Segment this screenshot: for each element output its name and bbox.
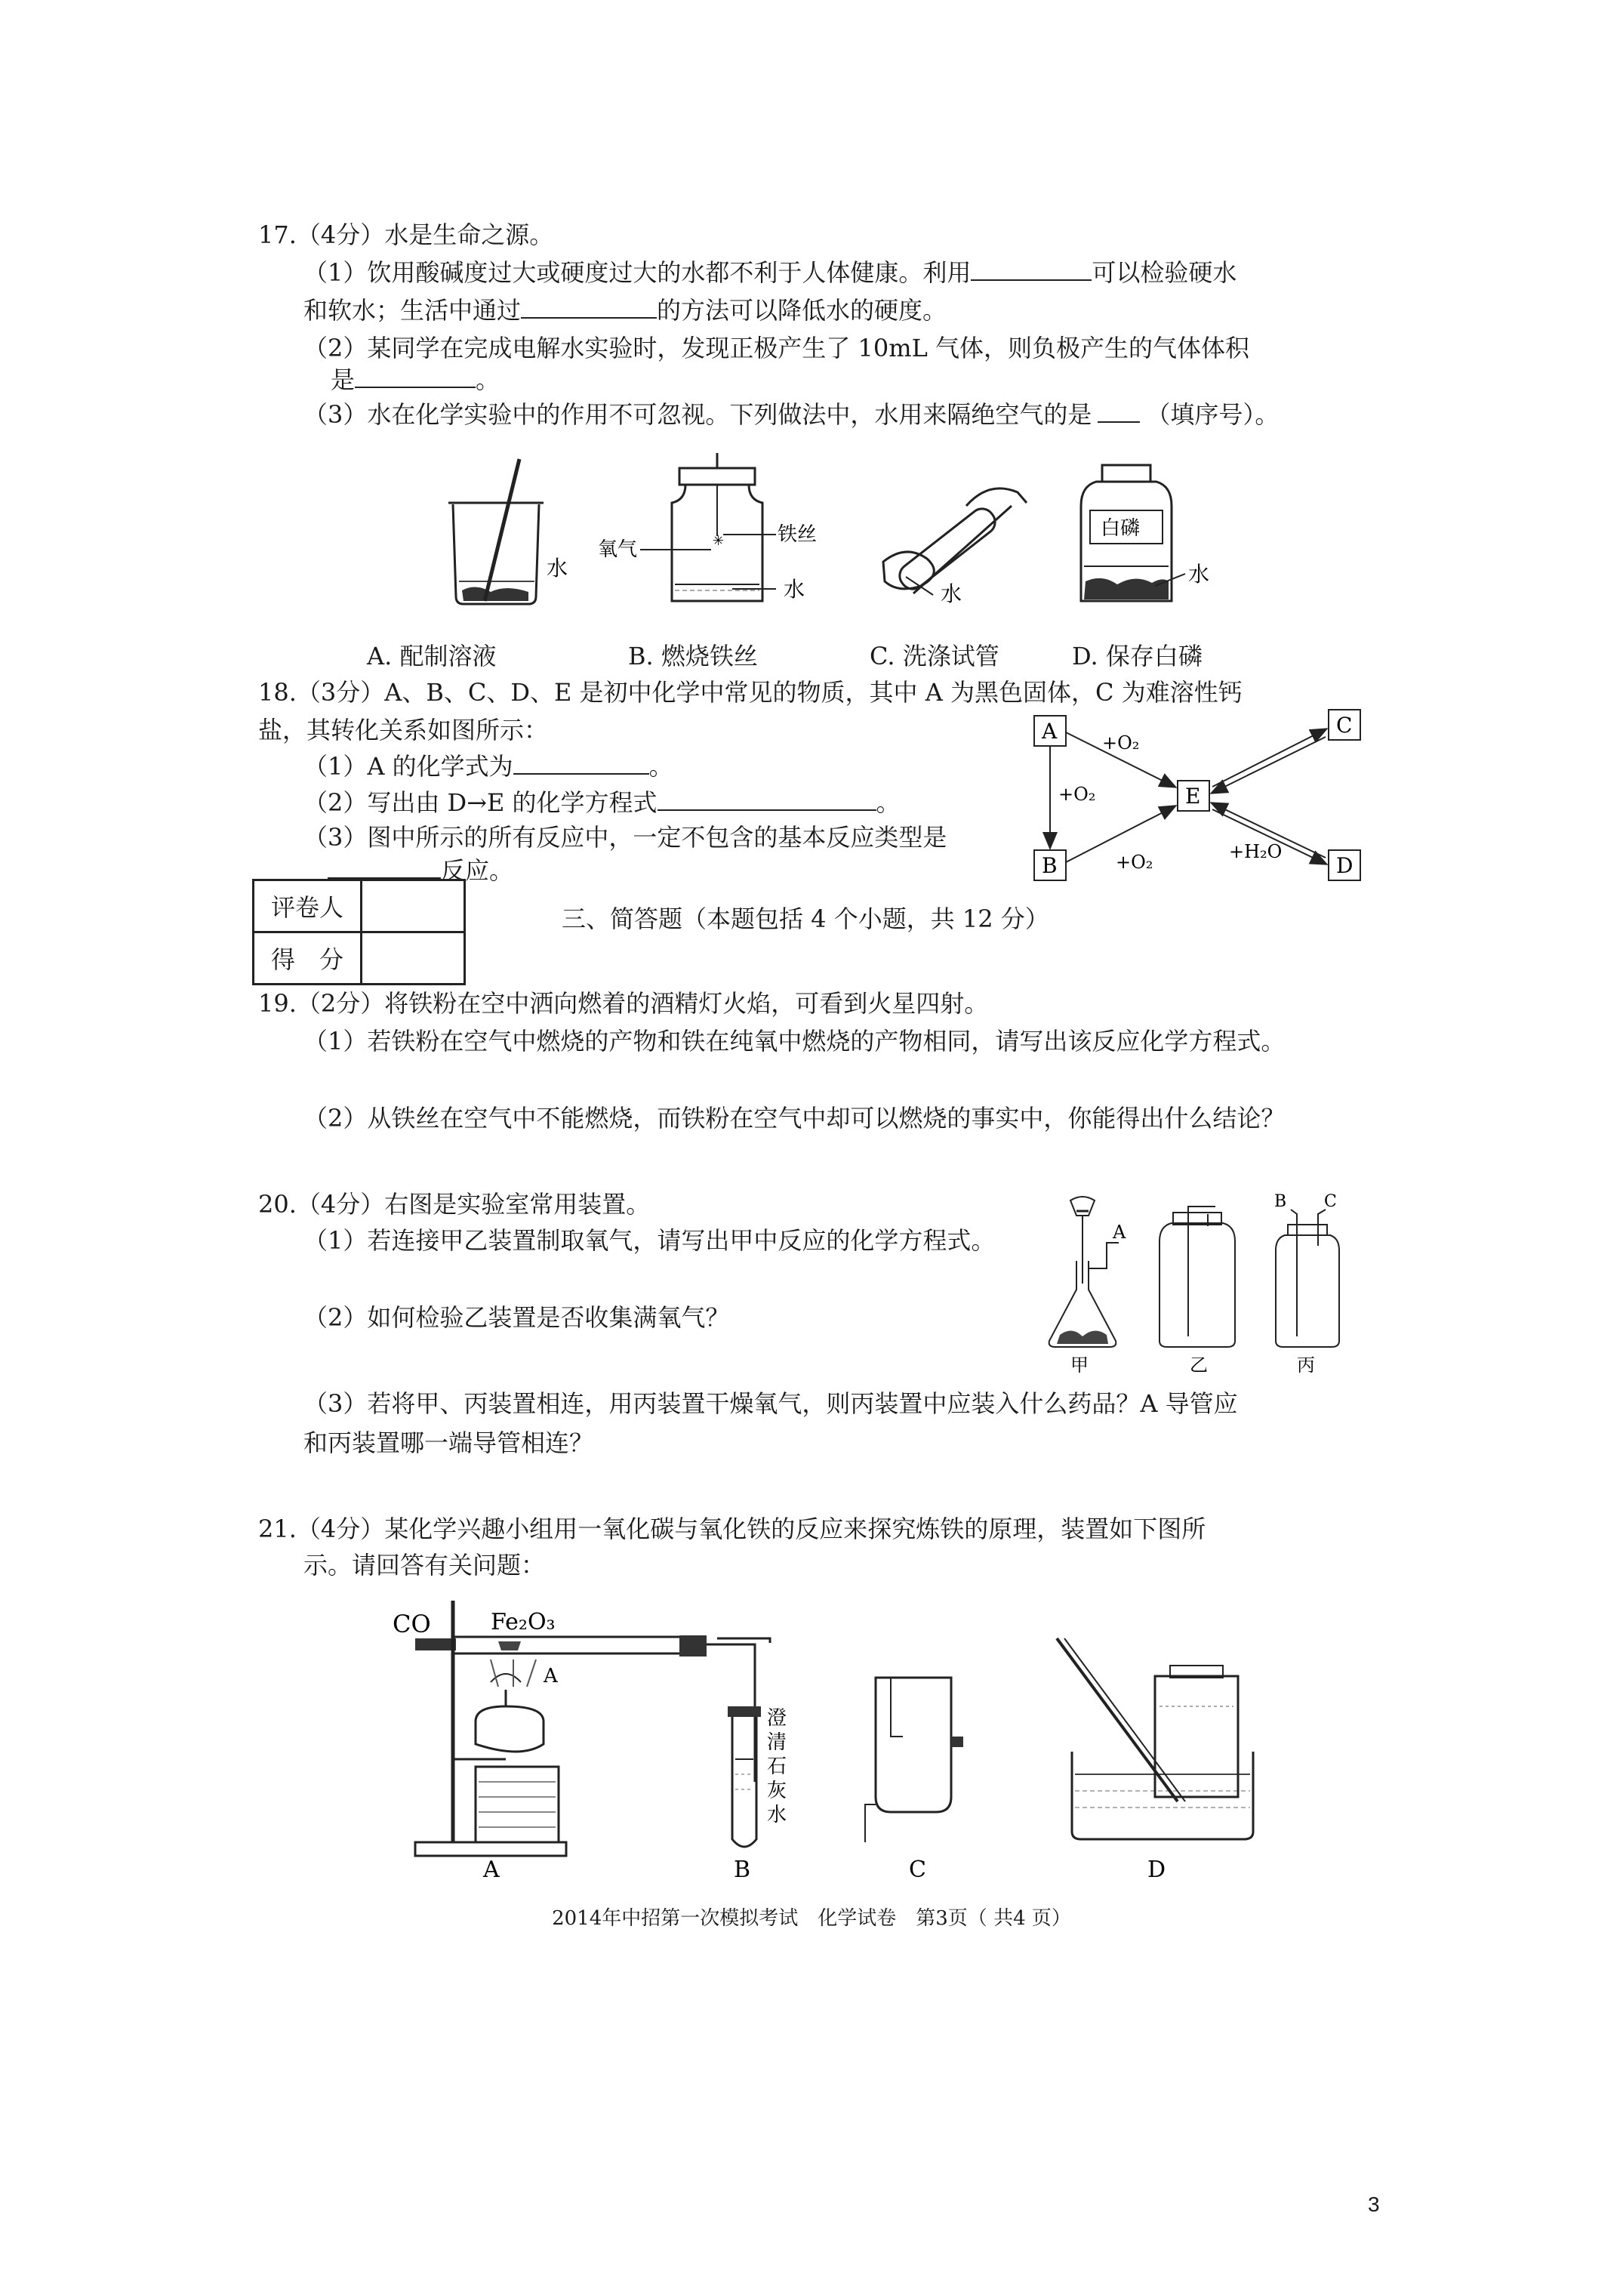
- score-label: 得 分: [254, 932, 362, 985]
- q18-part1: [303, 749, 673, 784]
- water-label: 水: [784, 577, 805, 602]
- section-3-heading: 三、简答题（本题包括 4 个小题，共 12 分）: [562, 905, 1049, 933]
- label-o2: +O₂: [1102, 732, 1140, 754]
- page-number: 3: [1368, 2193, 1380, 2216]
- reagent-bottle-figure: [1081, 465, 1209, 601]
- flask-jia: [1049, 1197, 1126, 1374]
- label-d: D: [1147, 1857, 1166, 1880]
- test-tube-washing-figure: [883, 488, 1027, 606]
- answer-blank[interactable]: [658, 787, 876, 811]
- water-label: 水: [547, 556, 568, 581]
- tube-c-label: C: [1324, 1193, 1337, 1211]
- label-b: B: [734, 1857, 751, 1880]
- answer-blank[interactable]: [1098, 399, 1140, 423]
- bottle-bing: [1274, 1193, 1339, 1374]
- q17-part1-line2: [303, 293, 947, 328]
- q17-p2-text-c: 。: [476, 365, 500, 394]
- limewater-char: 石: [767, 1755, 787, 1778]
- water-label: 水: [941, 581, 962, 606]
- q17-title: 17.（4分）水是生命之源。: [258, 220, 554, 249]
- apparatus-c: [865, 1678, 963, 1880]
- limewater-char: 灰: [767, 1780, 787, 1802]
- q17-option-b: B. 燃烧铁丝: [628, 642, 758, 670]
- node-d: [1329, 850, 1360, 880]
- water-label: 水: [1188, 562, 1210, 587]
- q18-line2: 盐，其转化关系如图所示：: [258, 716, 549, 744]
- label-a: A: [483, 1857, 500, 1880]
- label-h2o: +H₂O: [1229, 841, 1283, 862]
- q19-title: 19.（2分）将铁粉在空中洒向燃着的酒精灯火焰，可看到火星四射。: [258, 989, 989, 1018]
- q17-p2-text-b: 是: [331, 365, 356, 394]
- q17-p1-text-b: 可以检验硬水: [1092, 258, 1237, 287]
- q18-p1-text-b: 。: [648, 752, 673, 781]
- q17-option-a: A. 配制溶液: [367, 642, 497, 670]
- q18-p3-text-b: 反应。: [441, 856, 514, 885]
- gas-jar-figure: [598, 453, 817, 602]
- svg-text:B: B: [1042, 853, 1058, 878]
- iron-wire-label: 铁丝: [778, 523, 818, 546]
- tube-a-label: A: [1113, 1222, 1126, 1243]
- page-footer: 2014年中招第一次模拟考试 化学试卷 第3页（ 共4 页）: [552, 1907, 1071, 1930]
- q18-p2-text-b: 。: [876, 788, 901, 817]
- answer-blank[interactable]: [521, 294, 657, 319]
- q17-p3-text-b: （填序号）。: [1146, 400, 1280, 429]
- q21-line2: 示。请回答有关问题：: [303, 1551, 546, 1579]
- q19-part2: （2）从铁丝在空气中不能燃烧，而铁粉在空气中却可以燃烧的事实中，你能得出什么结论？: [303, 1104, 1286, 1133]
- q20-apparatus-figure: [1034, 1193, 1389, 1374]
- label-yi: 乙: [1190, 1354, 1208, 1374]
- node-c: [1329, 710, 1360, 740]
- q17-part2-line1: （2）某同学在完成电解水实验时，发现正极产生了 10mL 气体，则负极产生的气体体积: [303, 334, 1250, 362]
- arrow-e-to-c: [1212, 729, 1326, 787]
- q21-line1: 21.（4分）某化学兴趣小组用一氧化碳与氧化铁的反应来探究炼铁的原理，装置如下图所: [258, 1515, 1206, 1543]
- fe2o3-label: Fe₂O₃: [491, 1609, 556, 1635]
- node-a: [1034, 716, 1066, 746]
- limewater-char: 清: [767, 1731, 787, 1754]
- svg-text:A: A: [1042, 719, 1058, 744]
- apparatus-d: [1057, 1638, 1253, 1880]
- limewater-char: 澄: [767, 1707, 787, 1730]
- a-small-label: A: [544, 1665, 558, 1687]
- tube-b-label: B: [1274, 1193, 1287, 1211]
- q18-p2-text-a: （2）写出由 D→E 的化学方程式: [303, 788, 658, 817]
- limewater-char: 水: [767, 1804, 787, 1826]
- q17-option-c: C. 洗涤试管: [870, 642, 999, 670]
- svg-text:C: C: [1336, 713, 1353, 738]
- co-label: CO: [393, 1610, 431, 1638]
- bottle-yi: [1160, 1207, 1235, 1374]
- oxygen-label: 氧气: [598, 538, 638, 561]
- label-o2: +O₂: [1058, 784, 1096, 805]
- svg-text:E: E: [1185, 784, 1201, 809]
- answer-blank[interactable]: [355, 364, 476, 388]
- answer-blank[interactable]: [971, 257, 1092, 281]
- label-bing: 丙: [1297, 1354, 1315, 1374]
- q20-part3-line2: 和丙装置哪一端导管相连？: [303, 1428, 594, 1457]
- reviewer-label: 评卷人: [254, 880, 362, 932]
- arrow-c-to-e: [1212, 737, 1326, 793]
- q17-apparatus-figures: [423, 453, 1253, 619]
- reviewer-cell[interactable]: [362, 880, 465, 932]
- beaker-figure: [448, 459, 568, 604]
- score-cell[interactable]: [362, 932, 465, 985]
- label-c: C: [909, 1857, 926, 1880]
- score-table: [252, 879, 466, 985]
- q17-part2-line2: [331, 362, 500, 397]
- q21-apparatus-figure: [393, 1593, 1374, 1880]
- label-jia: 甲: [1070, 1354, 1089, 1374]
- svg-text:✳: ✳: [713, 533, 725, 549]
- svg-text:D: D: [1336, 853, 1354, 878]
- q18-conversion-diagram: [1027, 702, 1381, 883]
- q17-p1-text-a: （1）饮用酸碱度过大或硬度过大的水都不利于人体健康。利用: [303, 258, 972, 287]
- q17-part1-line1: [303, 255, 1236, 290]
- q17-option-d: D. 保存白磷: [1072, 642, 1203, 670]
- q20-part2: （2）如何检验乙装置是否收集满氧气？: [303, 1303, 730, 1332]
- answer-blank[interactable]: [513, 750, 649, 775]
- label-o2: +O₂: [1116, 852, 1153, 873]
- q20-part1: （1）若连接甲乙装置制取氧气，请写出甲中反应的化学方程式。: [303, 1226, 996, 1255]
- answer-blank[interactable]: [328, 855, 441, 879]
- q17-p1-text-c: 和软水；生活中通过: [303, 296, 522, 325]
- q17-p3-text-a: （3）水在化学实验中的作用不可忽视。下列做法中，水用来隔绝空气的是: [303, 400, 1092, 429]
- q18-part3-line1: （3）图中所示的所有反应中，一定不包含的基本反应类型是: [303, 823, 947, 852]
- q18-part2: [303, 785, 901, 820]
- node-b: [1034, 850, 1066, 880]
- node-e: [1178, 781, 1209, 811]
- q17-p1-text-d: 的方法可以降低水的硬度。: [657, 296, 947, 325]
- white-phosphorus-label: 白磷: [1101, 517, 1141, 540]
- q19-part1: （1）若铁粉在空气中燃烧的产物和铁在纯氧中燃烧的产物相同，请写出该反应化学方程式。: [303, 1027, 1286, 1056]
- q20-title: 20.（4分）右图是实验室常用装置。: [258, 1190, 651, 1219]
- q18-line1: 18.（3分）A、B、C、D、E 是初中化学中常见的物质，其中 A 为黑色固体，C 为难溶性钙: [258, 678, 1243, 707]
- q18-p1-text-a: （1）A 的化学式为: [303, 752, 513, 781]
- apparatus-a: [393, 1601, 755, 1880]
- q20-part3-line1: （3）若将甲、丙装置相连，用丙装置干燥氧气，则丙装置中应装入什么药品？A 导管应: [303, 1389, 1238, 1418]
- apparatus-b: [717, 1638, 787, 1880]
- q17-part3: [303, 397, 1279, 432]
